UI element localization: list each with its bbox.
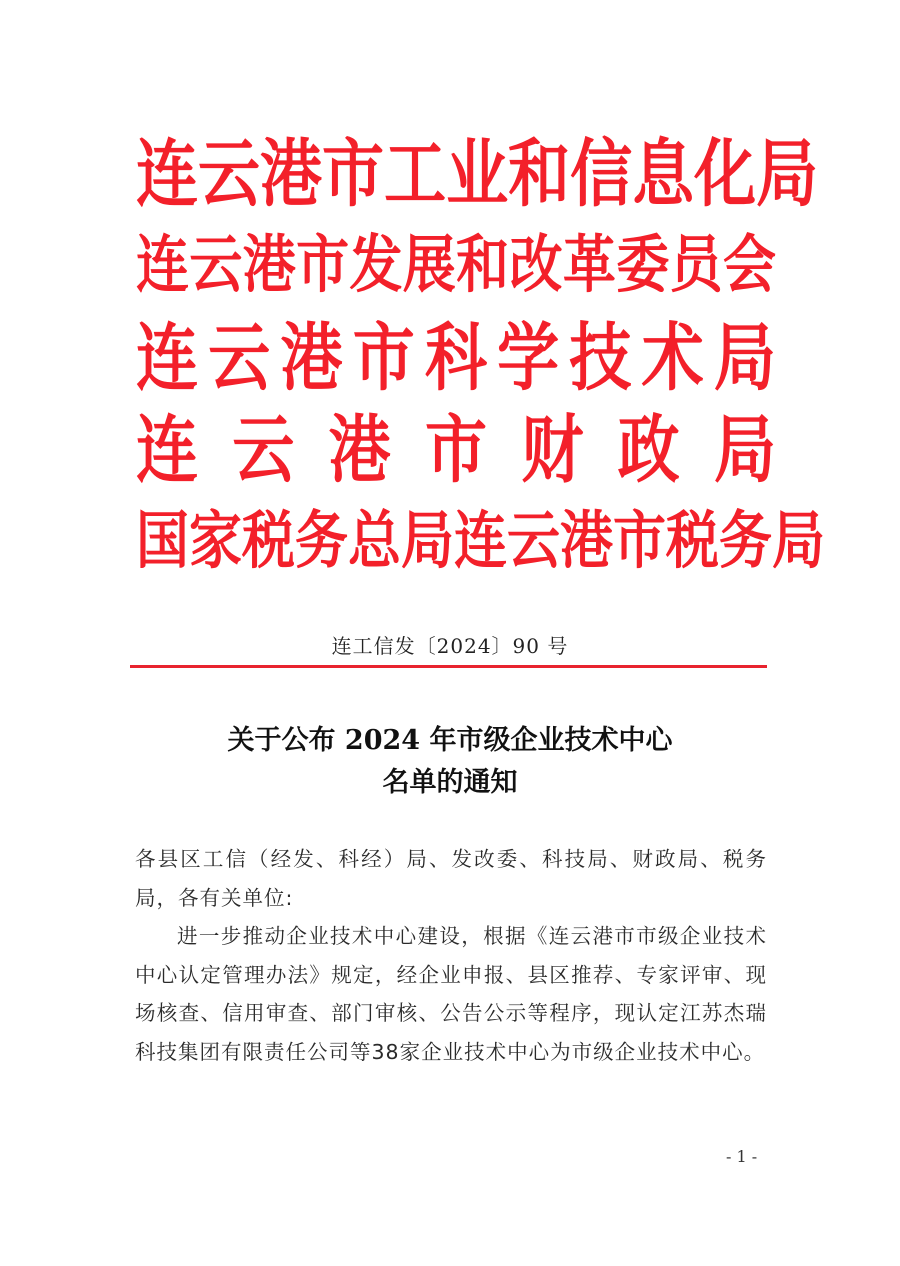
issuer-char: 港 [560,505,613,578]
issuer-char: 云 [198,130,261,217]
document-body [135,840,767,1071]
title-line-2: 名单的通知 [382,767,518,798]
issuer-char: 息 [632,130,695,217]
issuer-char: 术 [641,314,704,401]
paragraph-1: 进一步推动企业技术中心建设，根据《连云港市市级企业技术中心认定管理办法》规定，经企业申报、县区推荐、专家评审、现场核查、信用审查、部门审核、公告公示等程序，现认定江苏杰瑞科技集团有限责任公司等38家企业技术中心为市级企业技术中心。 [135,924,767,1064]
issuer-char: 港 [242,229,296,302]
issuer-line-taxation [136,488,825,597]
document-number: 连工信发〔2024〕90 号 [331,634,569,658]
issuer-char: 业 [446,130,509,217]
document-title [0,720,900,804]
issuer-char: 市 [296,229,350,302]
issuer-char: 连 [136,130,199,217]
issuer-char: 技 [569,314,632,401]
title-line-1: 关于公布 2024 年市级企业技术中心 [227,725,673,756]
issuer-char: 学 [497,314,560,401]
page-number: - 1 - [726,1147,758,1166]
issuer-char: 委 [616,229,670,302]
issuer-char: 税 [242,505,295,578]
issuer-char: 云 [208,314,271,401]
issuer-char: 国 [136,505,189,578]
issuer-char: 局 [713,314,776,401]
issuer-char: 港 [280,314,343,401]
issuer-char: 港 [260,130,323,217]
issuer-char: 务 [719,505,772,578]
issuer-char: 政 [617,406,680,493]
issuer-char: 革 [562,229,616,302]
issuer-char: 科 [424,314,487,401]
issuer-char: 和 [508,130,571,217]
issuer-char: 发 [349,229,403,302]
issuer-char: 连 [136,314,199,401]
issuer-char: 总 [348,505,401,578]
issuer-char: 改 [509,229,563,302]
issuer-char: 连 [136,229,189,302]
issuer-char: 局 [756,130,819,217]
issuer-char: 云 [507,505,560,578]
issuer-header [136,128,825,588]
issuer-char: 务 [295,505,348,578]
issuer-char: 信 [570,130,633,217]
issuer-char: 市 [613,505,666,578]
issuer-char: 市 [352,314,415,401]
issuer-char: 局 [772,505,825,578]
issuer-char: 连 [454,505,507,578]
issuer-char: 港 [328,406,391,493]
issuer-char: 家 [189,505,242,578]
issuer-char: 和 [456,229,510,302]
issuer-char: 会 [722,229,776,302]
salutation: 各县区工信（经发、科经）局、发改委、科技局、财政局、税务局，各有关单位: [135,847,767,910]
issuer-char: 市 [322,130,385,217]
issuer-char: 化 [694,130,757,217]
issuer-char: 财 [521,406,584,493]
issuer-char: 云 [232,406,295,493]
red-divider [130,665,767,668]
issuer-char: 展 [402,229,456,302]
issuer-char: 局 [401,505,454,578]
issuer-char: 税 [666,505,719,578]
issuer-char: 员 [669,229,723,302]
issuer-char: 工 [384,130,447,217]
issuer-char: 局 [713,406,776,493]
issuer-char: 连 [136,406,199,493]
issuer-char: 市 [424,406,487,493]
issuer-char: 云 [189,229,243,302]
